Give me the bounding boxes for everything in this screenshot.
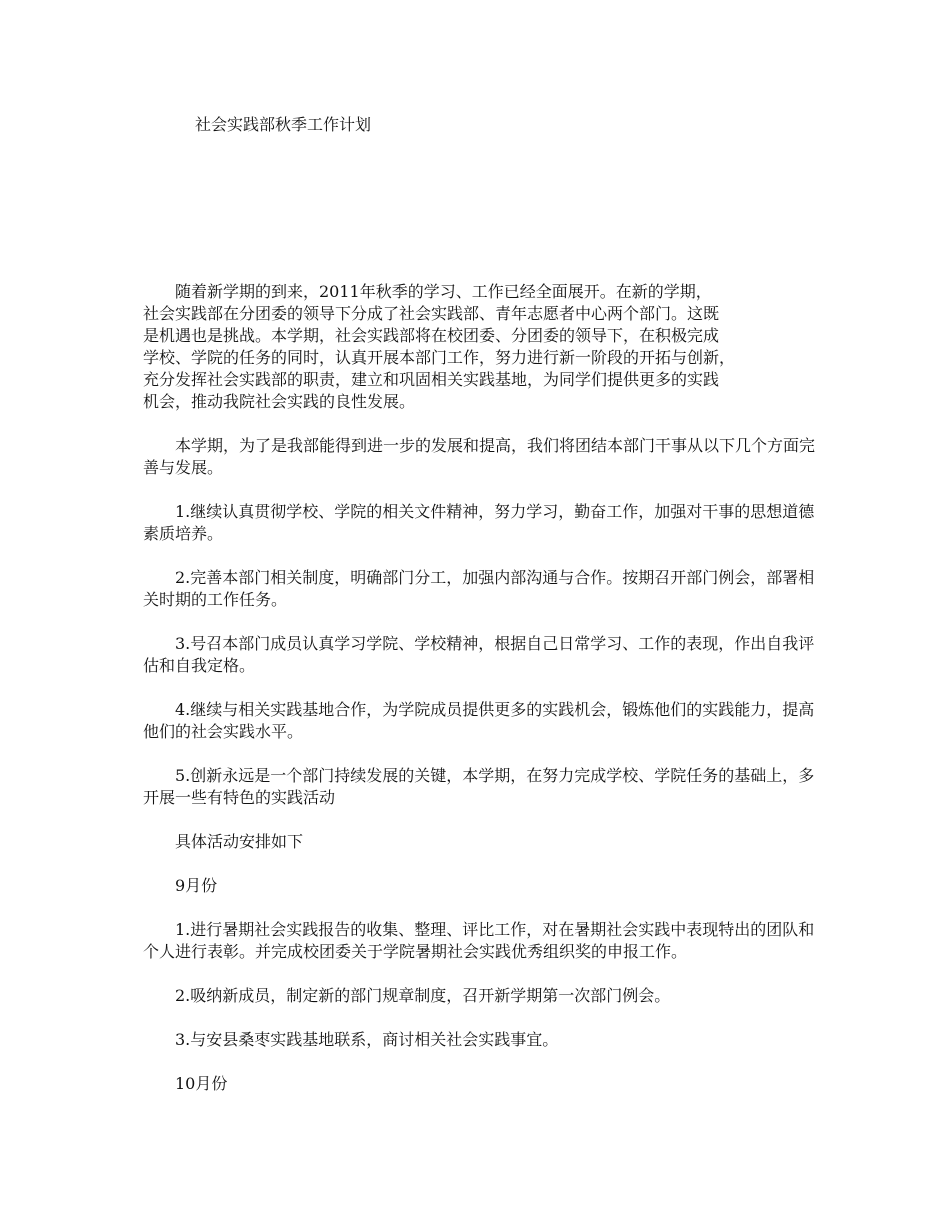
september-task-3: 3.与安县桑枣实践基地联系，商讨相关社会实践事宜。 [175, 1030, 559, 1049]
intro-paragraph [143, 281, 819, 413]
month-september: 9月份 [175, 876, 218, 895]
intro-line: 社会实践部在分团委的领导下分成了社会实践部、青年志愿者中心两个部门。这既 [143, 304, 720, 323]
intro-line: 随着新学期的到来，2011年秋季的学习、工作已经全面展开。在新的学期， [175, 282, 712, 301]
intro-line: 机会，推动我院社会实践的良性发展。 [143, 392, 416, 411]
intro-line: 学校、学院的任务的同时，认真开展本部门工作，努力进行新一阶段的开拓与创新， [143, 348, 736, 367]
plan-item-3: 3.号召本部门成员认真学习学院、学校精神，根据自己日常学习、工作的表现，作出自我评估和自我定格。 [143, 634, 815, 675]
schedule-heading: 具体活动安排如下 [175, 832, 304, 851]
intro-line: 充分发挥社会实践部的职责，建立和巩固相关实践基地，为同学们提供更多的实践 [143, 370, 720, 389]
month-october: 10月份 [175, 1074, 228, 1093]
september-task-2: 2.吸纳新成员，制定新的部门规章制度，召开新学期第一次部门例会。 [175, 986, 671, 1005]
september-task-1: 1.进行暑期社会实践报告的收集、整理、评比工作，对在暑期社会实践中表现特出的团队和个人进行表彰。并完成校团委关于学院暑期社会实践优秀组织奖的申报工作。 [143, 920, 815, 961]
document-body [143, 281, 819, 1117]
intro-line: 是机遇也是挑战。本学期，社会实践部将在校团委、分团委的领导下，在积极完成 [143, 326, 720, 345]
plan-item-1: 1.继续认真贯彻学校、学院的相关文件精神，努力学习，勤奋工作，加强对干事的思想道德素质培养。 [143, 502, 815, 543]
plan-item-5: 5.创新永远是一个部门持续发展的关键，本学期，在努力完成学校、学院任务的基础上，多开展一些有特色的实践活动 [143, 766, 815, 807]
plan-item-4: 4.继续与相关实践基地合作，为学院成员提供更多的实践机会，锻炼他们的实践能力，提高他们的社会实践水平。 [143, 700, 815, 741]
document-title: 社会实践部秋季工作计划 [195, 115, 372, 134]
body-paragraph: 本学期，为了是我部能得到进一步的发展和提高，我们将团结本部门干事从以下几个方面完善与发展。 [143, 436, 816, 477]
plan-item-2: 2.完善本部门相关制度，明确部门分工，加强内部沟通与合作。按期召开部门例会，部署相关时期的工作任务。 [143, 568, 815, 609]
